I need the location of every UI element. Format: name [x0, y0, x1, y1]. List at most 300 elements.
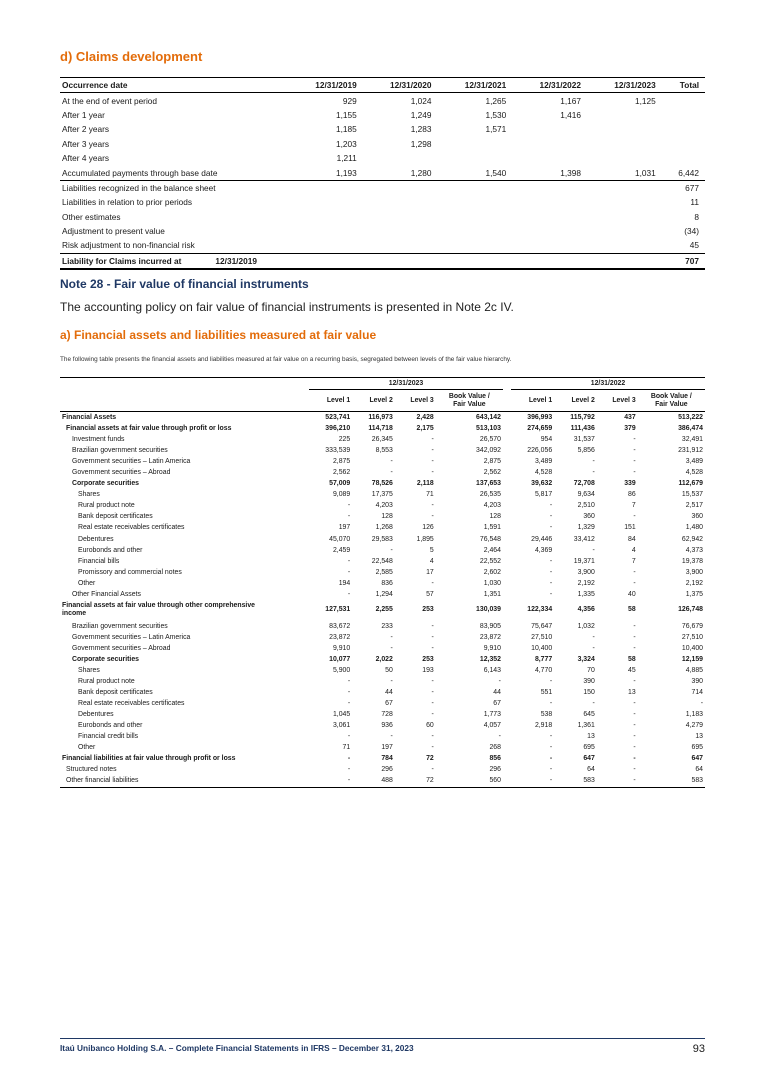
- fair-value-row: [60, 720, 705, 731]
- value-cell: -: [390, 458, 393, 466]
- value-cell: -: [347, 678, 351, 686]
- value-cell: -: [549, 733, 553, 741]
- claims-cell: [359, 151, 434, 165]
- date-header-row: [60, 378, 705, 390]
- row-label-text: Investment funds: [72, 436, 125, 444]
- row-label-text: Corporate securities: [72, 480, 140, 488]
- value-cell: 33,412: [573, 535, 595, 543]
- value-cell: 23,872: [329, 633, 351, 641]
- book-value-header: Book Value / Fair Value: [638, 390, 705, 412]
- value-cell: -: [700, 700, 703, 708]
- column-gap: [503, 600, 511, 621]
- claims-col-header: 12/31/2023: [583, 78, 658, 93]
- value-cell: 7: [631, 502, 636, 510]
- value-cell: 643,142: [476, 414, 501, 422]
- row-label: [60, 643, 309, 654]
- value-cell: -: [390, 733, 393, 741]
- claims-cell: [508, 122, 583, 136]
- row-label: [60, 687, 309, 698]
- claims-heading: d) Claims development: [60, 49, 203, 64]
- value-cell: -: [549, 766, 553, 774]
- final-label-text: Liability for Claims incurred at: [62, 255, 182, 266]
- value-cell: 2,192: [685, 579, 703, 587]
- value-cell: 2,022: [375, 655, 393, 663]
- row-label: [60, 500, 309, 511]
- fair-value-row: [60, 676, 705, 687]
- value-cell: 2,875: [483, 458, 501, 466]
- claims-body: [60, 93, 705, 269]
- value-cell: 360: [691, 513, 703, 521]
- value-cell: 194: [338, 579, 351, 587]
- value-cell: -: [549, 579, 553, 587]
- value-cell: 2,459: [332, 546, 351, 554]
- value-cell: 17,375: [371, 491, 393, 499]
- value-cell: 1,329: [577, 524, 595, 532]
- value-cell: 4,356: [577, 606, 595, 614]
- row-label: [60, 489, 309, 500]
- row-label-text: Structured notes: [66, 766, 117, 774]
- value-cell: 1,773: [483, 711, 501, 719]
- value-cell: 150: [583, 689, 595, 697]
- value-cell: 84: [628, 535, 636, 543]
- value-cell: 1,045: [332, 711, 351, 719]
- value-cell: 784: [381, 755, 393, 763]
- value-cell: 583: [554, 775, 597, 787]
- value-cell: -: [633, 700, 636, 708]
- value-cell: 10,400: [531, 644, 553, 652]
- column-gap: [503, 742, 511, 753]
- value-cell: 62,942: [681, 535, 703, 543]
- column-gap: [503, 654, 511, 665]
- value-cell: 4,279: [685, 722, 703, 730]
- column-gap: [503, 753, 511, 764]
- claims-cell: 929: [342, 95, 357, 106]
- value-cell: -: [347, 590, 351, 598]
- value-cell: 86: [628, 491, 636, 499]
- column-gap: [503, 676, 511, 687]
- final-value: 707: [658, 253, 705, 269]
- value-cell: -: [633, 458, 636, 466]
- adjustment-value: 8: [694, 211, 699, 222]
- value-cell: 3,900: [685, 568, 703, 576]
- value-cell: -: [549, 502, 553, 510]
- value-cell: 78,526: [371, 480, 393, 488]
- value-cell: -: [498, 678, 501, 686]
- value-cell: 4,885: [685, 667, 703, 674]
- value-cell: 39,632: [531, 480, 553, 488]
- value-cell: -: [431, 700, 434, 708]
- row-label-text: Financial Assets: [62, 414, 117, 422]
- fair-value-row: [60, 632, 705, 643]
- value-cell: 29,446: [531, 535, 553, 543]
- value-cell: 2,585: [375, 568, 393, 576]
- value-cell: 57: [426, 590, 434, 598]
- value-cell: 2,192: [577, 579, 595, 587]
- claims-row-label: After 4 years: [62, 153, 110, 164]
- value-cell: 396,993: [527, 414, 553, 422]
- claims-cell: 1,031: [634, 167, 656, 178]
- value-cell: 27,510: [531, 633, 553, 641]
- value-cell: 274,659: [527, 425, 553, 433]
- value-cell: -: [549, 744, 553, 752]
- claims-final-row: [60, 253, 705, 269]
- value-cell: 2,562: [332, 469, 351, 477]
- value-cell: -: [431, 502, 434, 510]
- column-gap: [503, 412, 511, 424]
- value-cell: 26,345: [371, 436, 393, 444]
- value-cell: 4,203: [375, 502, 393, 510]
- value-cell: 44: [493, 689, 501, 697]
- value-cell: 9,910: [332, 644, 351, 652]
- row-label: [60, 742, 309, 753]
- value-cell: 72: [395, 775, 436, 787]
- value-cell: 296: [489, 766, 501, 774]
- value-cell: 396,210: [325, 425, 351, 433]
- value-cell: 83,905: [479, 622, 501, 630]
- column-gap: [503, 578, 511, 589]
- value-cell: 2,918: [534, 722, 553, 730]
- value-cell: 379: [624, 425, 636, 433]
- value-cell: 714: [691, 689, 703, 697]
- value-cell: -: [347, 502, 351, 510]
- fair-value-row: [60, 731, 705, 742]
- row-label-text: Government securities – Latin America: [72, 458, 191, 466]
- value-cell: -: [549, 678, 553, 686]
- claims-cell: [658, 108, 705, 122]
- value-cell: -: [549, 568, 553, 576]
- row-label-text: Shares: [78, 491, 100, 499]
- value-cell: 29,583: [371, 535, 393, 543]
- row-label-text: Bank deposit certificates: [78, 513, 153, 521]
- row-label: [60, 434, 309, 445]
- row-label-text: Government securities – Latin America: [72, 633, 191, 641]
- value-cell: -: [390, 546, 393, 554]
- row-label-text: Debentures: [78, 711, 114, 719]
- column-gap: [503, 534, 511, 545]
- value-cell: -: [431, 579, 434, 587]
- column-gap: [503, 632, 511, 643]
- value-cell: 127,531: [325, 606, 351, 614]
- claims-cell: [658, 151, 705, 165]
- row-label-text: Eurobonds and other: [78, 722, 143, 730]
- value-cell: 197: [381, 744, 393, 752]
- value-cell: 268: [489, 744, 501, 752]
- claims-cell: [508, 151, 583, 165]
- column-gap: [503, 511, 511, 522]
- claims-cell: [508, 137, 583, 151]
- claims-cell: [434, 151, 509, 165]
- claims-cell: 1,185: [335, 124, 357, 135]
- row-label: [60, 753, 309, 764]
- row-label: [60, 621, 309, 632]
- adjustment-label: Adjustment to present value: [62, 226, 165, 237]
- column-gap: [503, 698, 511, 709]
- value-cell: 390: [691, 678, 703, 686]
- value-cell: 76,679: [681, 622, 703, 630]
- value-cell: 2,602: [483, 568, 501, 576]
- value-cell: 26,570: [479, 436, 501, 444]
- value-cell: 253: [422, 606, 434, 614]
- date-2022: 12/31/2022: [511, 378, 705, 390]
- value-cell: 58: [628, 606, 636, 614]
- value-cell: -: [592, 458, 595, 466]
- book-value-header: Book Value / Fair Value: [436, 390, 503, 412]
- row-label-text: Debentures: [78, 535, 114, 543]
- value-cell: 3,324: [577, 655, 595, 663]
- value-cell: -: [431, 513, 434, 521]
- value-cell: 1,335: [577, 590, 595, 598]
- fair-value-row: [60, 522, 705, 533]
- value-cell: -: [592, 644, 595, 652]
- value-cell: 111,436: [570, 425, 595, 433]
- value-cell: 538: [540, 711, 553, 719]
- adjustment-label: Risk adjustment to non-financial risk: [62, 240, 195, 251]
- value-cell: -: [431, 711, 434, 719]
- value-cell: 1,032: [577, 622, 595, 630]
- fair-value-row: [60, 500, 705, 511]
- value-cell: -: [633, 733, 636, 741]
- value-cell: -: [431, 766, 434, 774]
- value-cell: 40: [628, 590, 636, 598]
- claims-col-header: 12/31/2022: [508, 78, 583, 93]
- value-cell: -: [633, 744, 636, 752]
- row-label-text: Bank deposit certificates: [78, 689, 153, 697]
- value-cell: 27,510: [681, 633, 703, 641]
- level-header-row: [60, 390, 705, 412]
- value-cell: 231,912: [678, 447, 703, 455]
- claims-row: [60, 93, 705, 108]
- claims-col-header: 12/31/2020: [359, 78, 434, 93]
- footer-divider: [60, 1038, 705, 1039]
- value-cell: 360: [583, 513, 595, 521]
- value-cell: -: [592, 700, 595, 708]
- fair-value-row: [60, 654, 705, 665]
- row-label: [60, 423, 309, 434]
- value-cell: 2,562: [483, 469, 501, 477]
- value-cell: 2,118: [416, 480, 434, 488]
- row-label-text: Other: [78, 579, 96, 587]
- row-label: [60, 478, 309, 489]
- value-cell: 5: [429, 546, 434, 554]
- row-label-text: Brazilian government securities: [72, 622, 168, 630]
- row-label: [60, 632, 309, 643]
- column-gap: [503, 489, 511, 500]
- value-cell: -: [347, 733, 351, 741]
- value-cell: 4,770: [534, 667, 553, 674]
- claims-cell: 1,280: [410, 167, 432, 178]
- value-cell: 4: [631, 546, 636, 554]
- value-cell: 10,077: [329, 655, 351, 663]
- value-cell: 76,548: [479, 535, 501, 543]
- row-label: [60, 556, 309, 567]
- fair-value-row: [60, 467, 705, 478]
- claims-adjustment-row: [60, 224, 705, 238]
- value-cell: 17: [426, 568, 434, 576]
- column-gap: [503, 556, 511, 567]
- value-cell: 645: [583, 711, 595, 719]
- value-cell: -: [431, 447, 434, 455]
- value-cell: 137,653: [476, 480, 501, 488]
- row-label: [60, 676, 309, 687]
- value-cell: 50: [385, 667, 393, 674]
- fair-value-row: [60, 434, 705, 445]
- value-cell: -: [347, 513, 351, 521]
- claims-cell: [583, 108, 658, 122]
- value-cell: -: [633, 447, 636, 455]
- column-gap: [503, 522, 511, 533]
- column-gap: [503, 643, 511, 654]
- value-cell: 695: [691, 744, 703, 752]
- value-cell: 115,792: [570, 414, 595, 422]
- row-label: [60, 545, 309, 556]
- value-cell: 936: [381, 722, 393, 730]
- value-cell: 728: [381, 711, 393, 719]
- column-gap: [503, 567, 511, 578]
- value-cell: 1,268: [375, 524, 393, 532]
- column-gap: [503, 545, 511, 556]
- row-label-text: Other: [78, 744, 96, 752]
- fair-value-row: [60, 621, 705, 632]
- value-cell: 695: [583, 744, 595, 752]
- claims-cell: 1,125: [634, 95, 656, 106]
- row-label-text: Corporate securities: [72, 655, 140, 663]
- claims-cell: 1,265: [485, 95, 507, 106]
- value-cell: 4,528: [534, 469, 553, 477]
- claims-cell: [583, 151, 658, 165]
- fair-value-row: [60, 665, 705, 676]
- row-label: [60, 764, 309, 775]
- value-cell: -: [592, 469, 595, 477]
- column-gap: [503, 621, 511, 632]
- row-label: [60, 709, 309, 720]
- value-cell: -: [633, 766, 636, 774]
- value-cell: 1,294: [375, 590, 393, 598]
- value-cell: 5,900: [332, 667, 351, 674]
- value-cell: 71: [342, 744, 351, 752]
- value-cell: 437: [624, 414, 636, 422]
- value-cell: -: [390, 633, 393, 641]
- value-cell: 2,517: [685, 502, 703, 510]
- value-cell: 64: [695, 766, 703, 774]
- value-cell: 126,748: [678, 606, 703, 614]
- value-cell: 9,910: [483, 644, 501, 652]
- value-cell: -: [347, 755, 351, 763]
- column-gap: [503, 467, 511, 478]
- claims-cell: 1,193: [335, 167, 357, 178]
- value-cell: -: [633, 436, 636, 444]
- value-cell: -: [431, 744, 434, 752]
- claims-row: [60, 165, 705, 180]
- row-label: [60, 698, 309, 709]
- claims-adjustment-row: [60, 195, 705, 209]
- value-cell: -: [511, 775, 554, 787]
- value-cell: 2,464: [483, 546, 501, 554]
- claims-col-header: 12/31/2019: [284, 78, 359, 93]
- fair-value-row: [60, 764, 705, 775]
- value-cell: 45,070: [329, 535, 351, 543]
- claims-row: [60, 122, 705, 136]
- value-cell: 2,510: [577, 502, 595, 510]
- value-cell: 22,548: [371, 557, 393, 565]
- value-cell: 26,535: [479, 491, 501, 499]
- value-cell: 193: [422, 667, 434, 674]
- column-gap: [503, 775, 511, 787]
- value-cell: -: [549, 524, 553, 532]
- value-cell: 13: [587, 733, 595, 741]
- value-cell: 151: [624, 524, 636, 532]
- value-cell: -: [390, 678, 393, 686]
- fair-value-row: [60, 556, 705, 567]
- value-cell: -: [592, 546, 595, 554]
- column-gap: [503, 589, 511, 600]
- value-cell: 2,255: [375, 606, 393, 614]
- claims-cell: [583, 137, 658, 151]
- row-label-text: Government securities – Abroad: [72, 469, 171, 477]
- row-label: [60, 534, 309, 545]
- value-cell: 333,539: [325, 447, 351, 455]
- value-cell: 57,009: [329, 480, 351, 488]
- row-label: [60, 589, 309, 600]
- adjustment-value: 45: [689, 240, 699, 251]
- value-cell: -: [431, 469, 434, 477]
- row-label: [60, 445, 309, 456]
- claims-row-label: After 3 years: [62, 138, 110, 149]
- value-cell: 4,057: [483, 722, 501, 730]
- value-cell: 339: [624, 480, 636, 488]
- row-label-text: Other financial liabilities: [66, 777, 139, 785]
- column-gap: [503, 709, 511, 720]
- value-cell: -: [390, 469, 393, 477]
- claims-row: [60, 137, 705, 151]
- value-cell: 44: [385, 689, 393, 697]
- level-3-header: Level 3: [395, 390, 436, 412]
- column-gap: [503, 731, 511, 742]
- value-cell: -: [347, 568, 351, 576]
- claims-cell: 1,398: [560, 167, 581, 178]
- fair-value-row: [60, 687, 705, 698]
- value-cell: 15,537: [681, 491, 703, 499]
- value-cell: -: [549, 590, 553, 598]
- intro-text: The following table presents the financial assets and liabilities measured at fair value on a recurring basis, segregated between levels of the fair value hierarchy.: [60, 356, 512, 363]
- row-label-text: Brazilian government securities: [72, 447, 168, 455]
- claims-cell: [658, 137, 705, 151]
- value-cell: 60: [426, 722, 434, 730]
- level-2-header: Level 2: [352, 390, 395, 412]
- row-label-text: Government securities – Abroad: [72, 644, 171, 652]
- value-cell: -: [431, 458, 434, 466]
- value-cell: 67: [493, 700, 501, 708]
- row-label: [60, 720, 309, 731]
- value-cell: 3,489: [534, 458, 553, 466]
- value-cell: 112,679: [678, 480, 703, 488]
- value-cell: -: [633, 633, 636, 641]
- row-label-text: Other Financial Assets: [72, 590, 141, 598]
- column-gap: [503, 445, 511, 456]
- level-3-header: Level 3: [597, 390, 638, 412]
- value-cell: -: [633, 722, 636, 730]
- column-gap: [503, 500, 511, 511]
- fair-value-row: [60, 423, 705, 434]
- value-cell: 4,369: [534, 546, 553, 554]
- fair-value-row: [60, 589, 705, 600]
- claims-row: [60, 108, 705, 122]
- value-cell: 19,378: [681, 557, 703, 565]
- row-label-text: Real estate receivables certificates: [78, 524, 185, 532]
- level-2-header: Level 2: [554, 390, 597, 412]
- fair-value-body: [60, 412, 705, 788]
- fair-value-row: [60, 578, 705, 589]
- value-cell: 3,061: [332, 722, 351, 730]
